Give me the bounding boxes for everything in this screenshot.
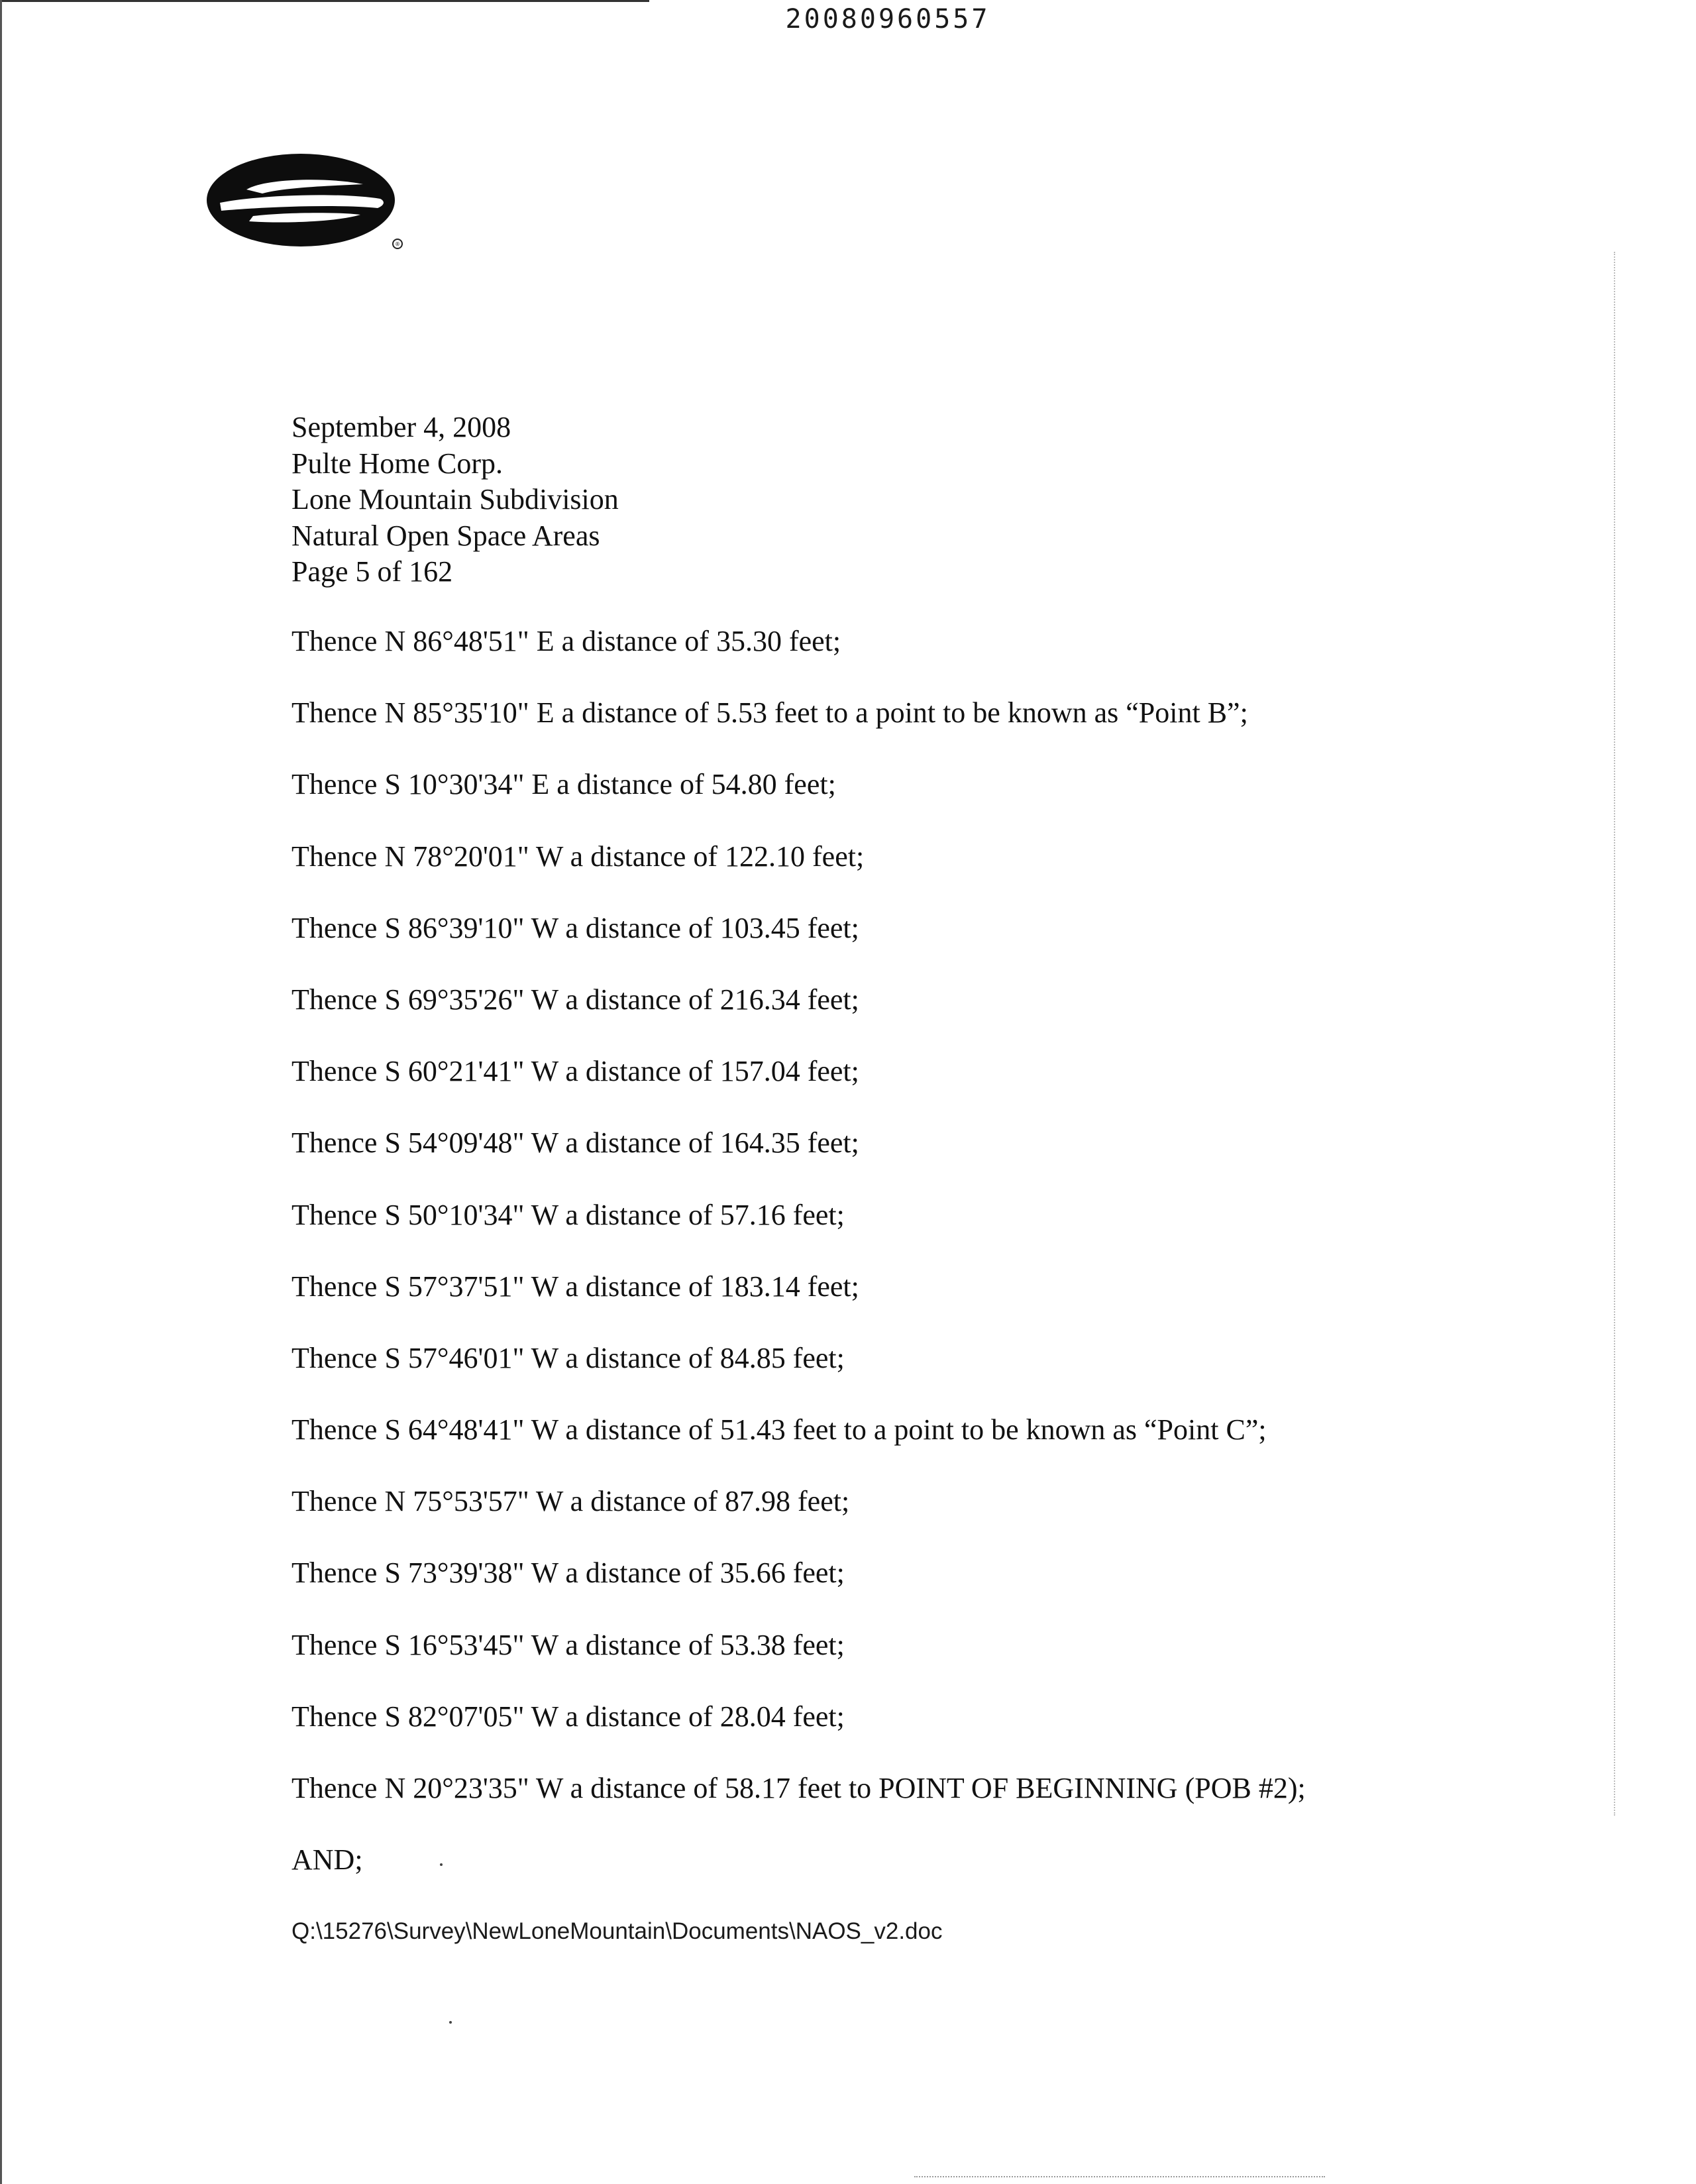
file-path-footer: Q:\15276\Survey\NewLoneMountain\Documents\NAOS_v2.doc bbox=[292, 1918, 943, 1944]
letter-header bbox=[292, 410, 619, 590]
scan-speck bbox=[449, 2021, 452, 2024]
course-line: Thence N 75°53'57" W a distance of 87.98 feet; bbox=[292, 1485, 850, 1518]
course-line: Thence S 10°30'34" E a distance of 54.80 feet; bbox=[292, 768, 836, 801]
course-line: Thence N 78°20'01" W a distance of 122.10 feet; bbox=[292, 840, 865, 873]
header-subdivision: Lone Mountain Subdivision bbox=[292, 483, 619, 516]
company-logo bbox=[207, 151, 405, 257]
legal-description-courses bbox=[292, 624, 1306, 1842]
course-line: Thence N 20°23'35" W a distance of 58.17 feet to POINT OF BEGINNING (POB #2); bbox=[292, 1772, 1306, 1804]
document-number: 20080960557 bbox=[785, 4, 990, 34]
svg-text:®: ® bbox=[395, 241, 400, 247]
header-date: September 4, 2008 bbox=[292, 411, 511, 443]
course-line: Thence S 57°37'51" W a distance of 183.14 feet; bbox=[292, 1270, 859, 1303]
course-line: Thence S 69°35'26" W a distance of 216.34 feet; bbox=[292, 983, 859, 1016]
stylized-s-oval-logo-icon bbox=[207, 151, 405, 257]
course-line: Thence N 85°35'10" E a distance of 5.53 feet to a point to be known as “Point B”; bbox=[292, 696, 1248, 730]
scan-edge-dots-bottom bbox=[914, 2176, 1325, 2179]
course-line: Thence S 54°09'48" W a distance of 164.35 feet; bbox=[292, 1126, 859, 1160]
scan-edge-line-top bbox=[0, 0, 649, 2]
scan-edge-dots-right bbox=[1614, 252, 1616, 1816]
course-line: Thence S 60°21'41" W a distance of 157.04 feet; bbox=[292, 1055, 859, 1088]
course-line: Thence S 57°46'01" W a distance of 84.85 feet; bbox=[292, 1341, 845, 1374]
course-line: Thence N 86°48'51" E a distance of 35.30 feet; bbox=[292, 625, 841, 657]
course-line: Thence S 73°39'38" W a distance of 35.66 feet; bbox=[292, 1556, 845, 1590]
scan-edge-line-left bbox=[0, 0, 2, 2184]
header-client: Pulte Home Corp. bbox=[292, 447, 503, 480]
course-line: Thence S 82°07'05" W a distance of 28.04 feet; bbox=[292, 1700, 845, 1733]
closing-and: AND; bbox=[292, 1843, 363, 1876]
header-subject: Natural Open Space Areas bbox=[292, 519, 600, 552]
course-line: Thence S 86°39'10" W a distance of 103.45 feet; bbox=[292, 911, 859, 944]
scan-speck bbox=[440, 1863, 443, 1866]
course-line: Thence S 64°48'41" W a distance of 51.43 feet to a point to be known as “Point C”; bbox=[292, 1413, 1267, 1447]
course-line: Thence S 50°10'34" W a distance of 57.16 feet; bbox=[292, 1198, 845, 1231]
course-line: Thence S 16°53'45" W a distance of 53.38 feet; bbox=[292, 1628, 845, 1661]
header-page-number: Page 5 of 162 bbox=[292, 555, 453, 588]
